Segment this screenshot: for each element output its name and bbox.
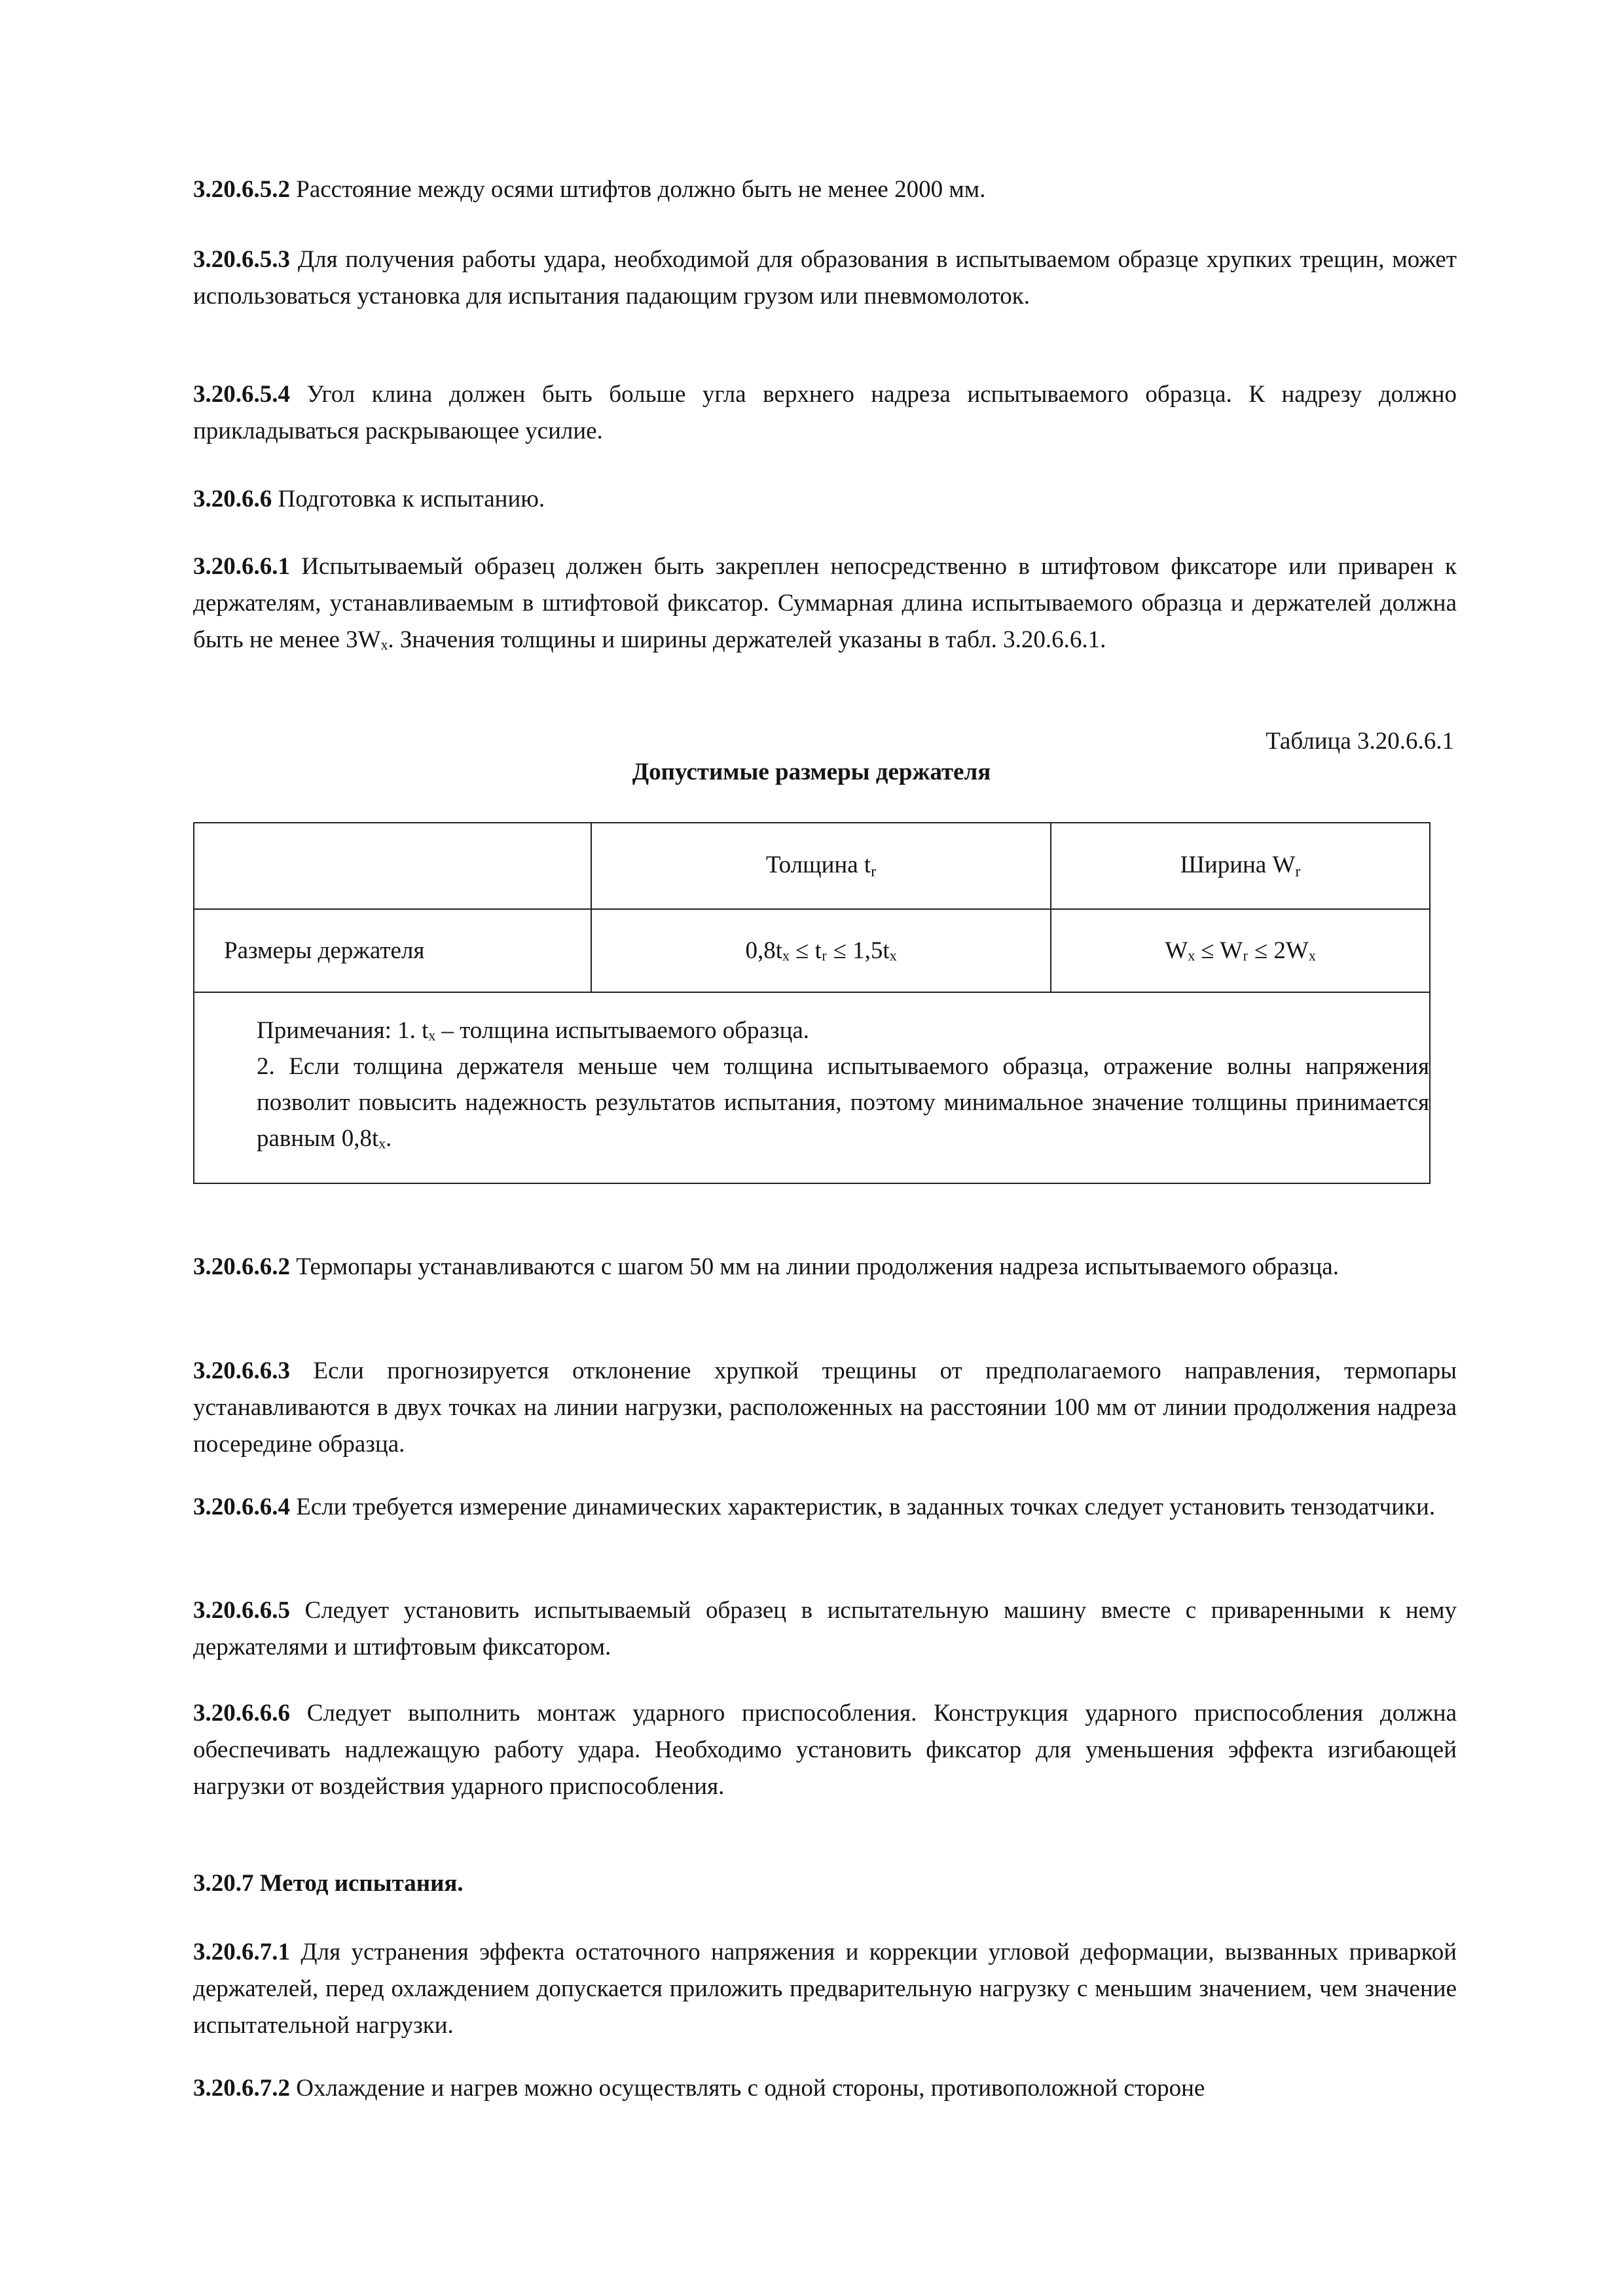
clause-text: Следует выполнить монтаж ударного приспособления. Конструкция ударного приспособления должна обеспечивать надлежащую работу удара. Необходимо установить фиксатор для уменьшения эффекта изгибающей нагрузки от воздействия ударного приспособления. xyxy=(193,1700,1457,1800)
paragraph-3-20-6-6-5 xyxy=(193,1592,1457,1666)
clause-number: 3.20.6.6.5 xyxy=(193,1597,290,1624)
table-row xyxy=(194,909,1430,992)
paragraph-3-20-6-5-4 xyxy=(193,376,1457,450)
paragraph-3-20-6-7-1 xyxy=(193,1934,1457,2044)
clause-number: 3.20.6.7.1 xyxy=(193,1939,290,1965)
clause-number: 3.20.6.5.4 xyxy=(193,381,290,408)
table-notes-row xyxy=(194,992,1430,1183)
table-title: Допустимые размеры держателя xyxy=(632,759,991,785)
clause-number: 3.20.6.6.6 xyxy=(193,1700,290,1727)
clause-number: 3.20.6.6.1 xyxy=(193,553,290,580)
thickness-formula: 0,8tₓ ≤ tᵣ ≤ 1,5tₓ xyxy=(591,909,1051,992)
clause-text: Для устранения эффекта остаточного напряжения и коррекции угловой деформации, вызванных приваркой держателей, перед охлаждением допускается приложить предварительную нагрузку с меньшим значением, чем значение испытательной нагрузки. xyxy=(193,1939,1457,2039)
paragraph-3-20-6-6-4 xyxy=(193,1489,1457,1526)
clause-number: 3.20.6.5.2 xyxy=(193,176,290,203)
section-3-20-7-heading xyxy=(193,1865,1457,1902)
paragraph-3-20-6-6-1 xyxy=(193,548,1457,658)
table-header-row xyxy=(194,823,1430,909)
row-label: Размеры держателя xyxy=(194,909,591,992)
table-notes xyxy=(194,992,1430,1183)
clause-number: 3.20.6.6.3 xyxy=(193,1357,290,1384)
table-caption: Таблица 3.20.6.6.1 xyxy=(1266,728,1454,755)
clause-number: 3.20.6.7.2 xyxy=(193,2075,290,2102)
section-heading: 3.20.7 Метод испытания. xyxy=(193,1870,464,1897)
note-1: Примечания: 1. tₓ – толщина испытываемого образца. xyxy=(257,1017,810,1044)
clause-number: 3.20.6.6 xyxy=(193,486,272,512)
clause-text: Подготовка к испытанию. xyxy=(272,486,545,512)
paragraph-3-20-6-6 xyxy=(193,481,1457,518)
paragraph-3-20-6-6-3 xyxy=(193,1353,1457,1463)
paragraph-3-20-6-5-3 xyxy=(193,242,1457,315)
clause-text: Для получения работы удара, необходимой для образования в испытываемом образце хрупких трещин, может использоваться установка для испытания падающим грузом или пневмомолоток. xyxy=(193,246,1457,310)
clause-text: Следует установить испытываемый образец в испытательную машину вместе с приваренными к нему держателями и штифтовым фиксатором. xyxy=(193,1597,1457,1660)
clause-text: Угол клина должен быть больше угла верхнего надреза испытываемого образца. К надрезу должно прикладываться раскрывающее усилие. xyxy=(193,381,1457,444)
paragraph-3-20-6-6-6 xyxy=(193,1695,1457,1805)
paragraph-3-20-6-5-2 xyxy=(193,171,1457,208)
holder-dimensions-table xyxy=(193,822,1431,1184)
paragraph-3-20-6-7-2 xyxy=(193,2070,1457,2107)
clause-text: Термопары устанавливаются с шагом 50 мм на линии продолжения надреза испытываемого образца. xyxy=(290,1253,1339,1280)
clause-text: Охлаждение и нагрев можно осуществлять с одной стороны, противоположной стороне xyxy=(290,2075,1205,2102)
clause-number: 3.20.6.6.2 xyxy=(193,1253,290,1280)
width-formula: Wₓ ≤ Wᵣ ≤ 2Wₓ xyxy=(1051,909,1430,992)
clause-text: Если прогнозируется отклонение хрупкой трещины от предполагаемого направления, термопары устанавливаются в двух точках на линии нагрузки, расположенных на расстоянии 100 мм от линии продолжения надреза посередине образца. xyxy=(193,1357,1457,1458)
note-2: 2. Если толщина держателя меньше чем толщина испытываемого образца, отражение волны напряжения позволит повысить надежность результатов испытания, поэтому минимальное значение толщины принимается равным 0,8tₓ. xyxy=(257,1053,1429,1152)
paragraph-3-20-6-6-2 xyxy=(193,1249,1457,1285)
clause-text: Испытываемый образец должен быть закреплен непосредственно в штифтовом фиксаторе или приварен к держателям, устанавливаемым в штифтовой фиксатор. Суммарная длина испытываемого образца и держателей должна быть не менее 3Wₓ. Значения толщины и ширины держателей указаны в табл. 3.20.6.6.1. xyxy=(193,553,1457,653)
clause-text: Расстояние между осями штифтов должно быть не менее 2000 мм. xyxy=(290,176,986,203)
header-cell-empty xyxy=(194,823,591,909)
header-cell-width: Ширина $W_r$ xyxy=(1051,823,1430,909)
header-cell-thickness: Толщина $t_r$ xyxy=(591,823,1051,909)
clause-number: 3.20.6.6.4 xyxy=(193,1494,290,1520)
clause-text: Если требуется измерение динамических характеристик, в заданных точках следует установить тензодатчики. xyxy=(290,1494,1436,1520)
clause-number: 3.20.6.5.3 xyxy=(193,246,290,273)
